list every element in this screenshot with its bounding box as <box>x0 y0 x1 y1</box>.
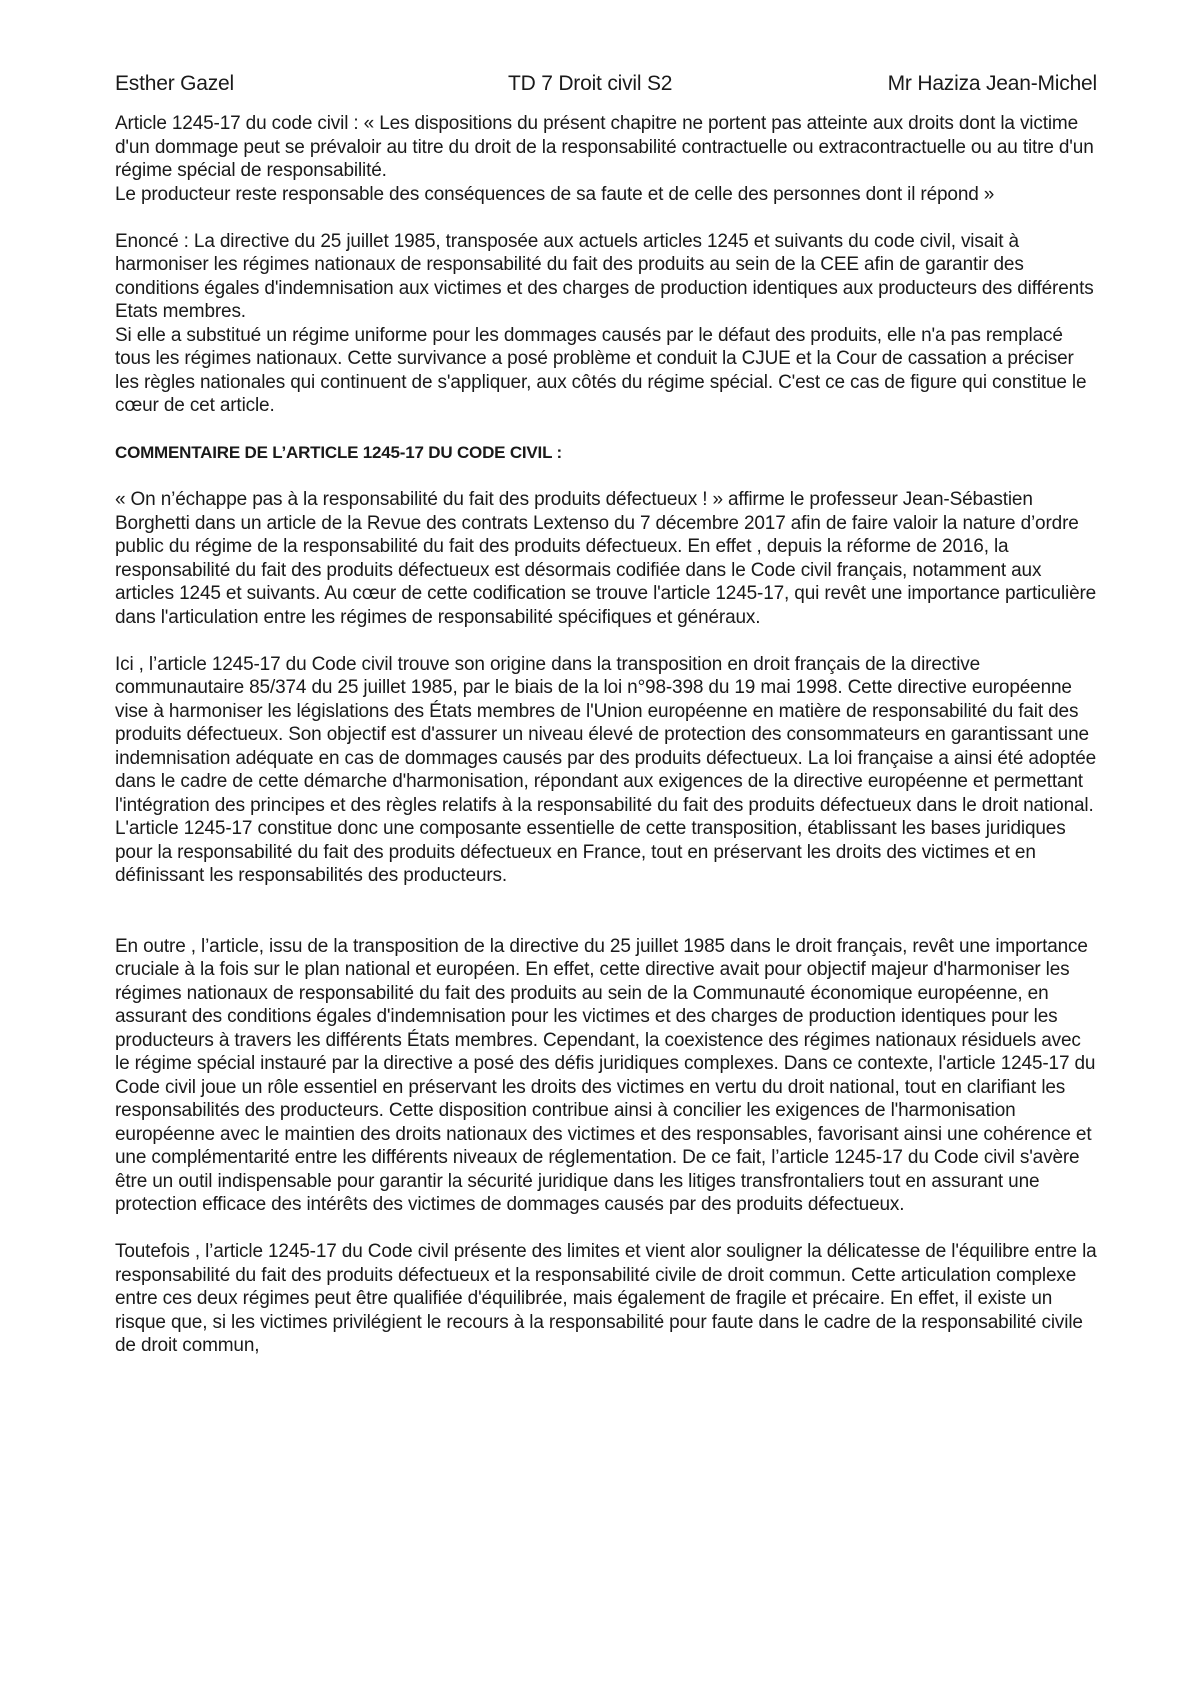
body-paragraph: Ici , l’article 1245-17 du Code civil trouve son origine dans la transposition en droit français de la directive communautaire 85/374 du 25 juillet 1985, par le biais de la loi n°98-398 du 19 mai 1998. Cette directive européenne vise à harmoniser les législations des États membres de l'Union européenne en matière de responsabilité du fait des produits défectueux. Son objectif est d'assurer un niveau élevé de protection des consommateurs en garantissant une indemnisation adéquate en cas de dommages causés par des produits défectueux. La loi française a ainsi été adoptée dans le cadre de cette démarche d'harmonisation, répondant aux exigences de la directive européenne et permettant l'intégration des principes et des règles relatifs à la responsabilité du fait des produits défectueux dans le droit national. L'article 1245-17 constitue donc une composante essentielle de cette transposition, établissant les bases juridiques pour la responsabilité du fait des produits défectueux en France, tout en préservant les droits des victimes et en définissant les responsabilités des producteurs. <box>115 653 1097 886</box>
author-name: Esther Gazel <box>115 72 234 95</box>
body-paragraph: « On n’échappe pas à la responsabilité du fait des produits défectueux ! » affirme le professeur Jean-Sébastien Borghetti dans un article de la Revue des contrats Lextenso du 7 décembre 2017 afin de faire valoir la nature d’ordre public du régime de la responsabilité du fait des produits défectueux. En effet , depuis la réforme de 2016, la responsabilité du fait des produits défectueux est désormais codifiée dans le Code civil français, notamment aux articles 1245 et suivants. Au cœur de cette codification se trouve l'article 1245-17, qui revêt une importance particulière dans l'articulation entre les régimes de responsabilité spécifiques et généraux. <box>115 489 1097 628</box>
statement-paragraph: Si elle a substitué un régime uniforme pour les dommages causés par le défaut des produits, elle n'a pas remplacé tous les régimes nationaux. Cette survivance a posé problème et conduit la CJUE et la Cour de cassation a préciser les règles nationales qui continuent de s'appliquer, aux côtés du régime spécial. C'est ce cas de figure qui constitue le cœur de cet article. <box>115 324 1087 416</box>
page-header <box>115 72 1097 102</box>
body-paragraph: En outre , l’article, issu de la transposition de la directive du 25 juillet 1985 dans le droit français, revêt une importance cruciale à la fois sur le plan national et européen. En effet, cette directive avait pour objectif majeur d'harmoniser les régimes nationaux de responsabilité du fait des produits au sein de la Communauté économique européenne, en assurant des conditions égales d'indemnisation pour les victimes et des charges de production identiques pour les producteurs à travers les différents États membres. Cependant, la coexistence des régimes nationaux résiduels avec le régime spécial instauré par la directive a posé des défis juridiques complexes. Dans ce contexte, l'article 1245-17 du Code civil joue un rôle essentiel en préservant les droits des victimes en vertu du droit national, tout en clarifiant les responsabilités des producteurs. Cette disposition contribue ainsi à concilier les exigences de l'harmonisation européenne avec le maintien des droits nationaux des victimes et des responsables, favorisant ainsi une cohérence et une complémentarité entre les différents niveaux de réglementation. De ce fait, l’article 1245-17 du Code civil s'avère être un outil indispensable pour garantir la sécurité juridique dans les litiges transfrontaliers tout en assurant une protection efficace des intérêts des victimes de dommages causés par des produits défectueux. <box>115 935 1096 1215</box>
teacher-name: Mr Haziza Jean-Michel <box>887 72 1097 95</box>
course-title: TD 7 Droit civil S2 <box>508 72 673 95</box>
article-quote-paragraph: Article 1245-17 du code civil : « Les dispositions du présent chapitre ne portent pas atteinte aux droits dont la victime d'un dommage peut se prévaloir au titre du droit de la responsabilité contractuelle ou extracontractuelle ou au titre d'un régime spécial de responsabilité. <box>115 113 1094 181</box>
document-body <box>115 112 1097 1358</box>
document-page <box>115 72 1097 1358</box>
article-quote-paragraph: Le producteur reste responsable des conséquences de sa faute et de celle des personnes dont il répond » <box>115 183 995 205</box>
statement-paragraph: Enoncé : La directive du 25 juillet 1985, transposée aux actuels articles 1245 et suivants du code civil, visait à harmoniser les régimes nationaux de responsabilité du fait des produits au sein de la CEE afin de garantir des conditions égales d'indemnisation aux victimes et des charges de production identiques aux producteurs des différents Etats membres. <box>115 230 1094 322</box>
body-paragraph: Toutefois , l’article 1245-17 du Code civil présente des limites et vient alor souligner la délicatesse de l'équilibre entre la responsabilité du fait des produits défectueux et la responsabilité civile de droit commun. Cette articulation complexe entre ces deux régimes peut être qualifiée d'équilibrée, mais également de fragile et précaire. En effet, il existe un risque que, si les victimes privilégient le recours à la responsabilité pour faute dans le cadre de la responsabilité civile de droit commun, <box>115 1241 1097 1356</box>
commentary-heading: COMMENTAIRE DE L’ARTICLE 1245-17 DU CODE CIVIL : <box>115 443 562 462</box>
